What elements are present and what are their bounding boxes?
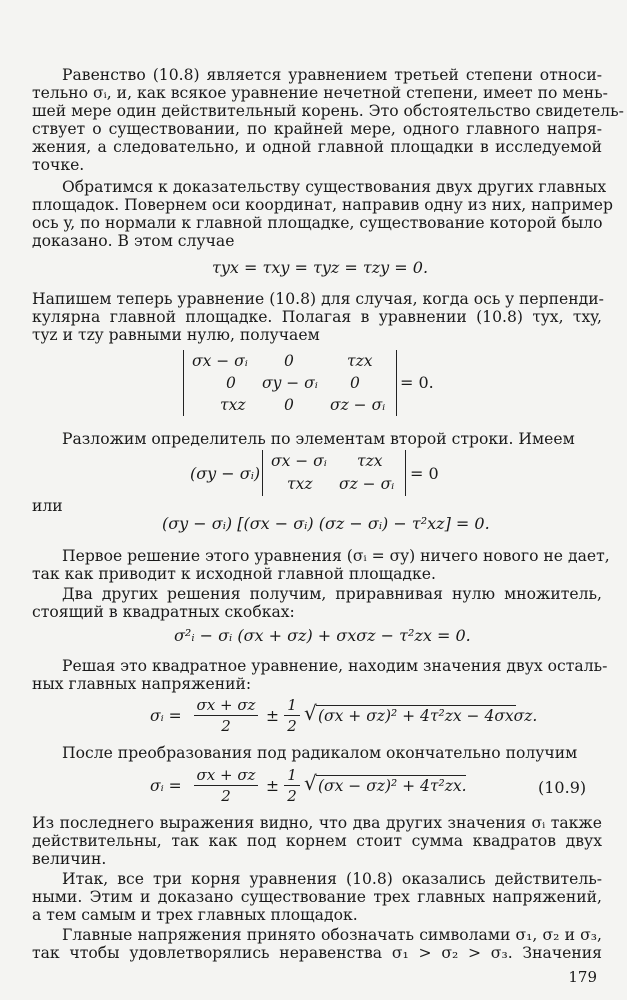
text-line: Обратимся к доказательству существования двух других главных — [62, 178, 607, 196]
text-line: точке. — [32, 156, 85, 174]
det-cell: σz − σᵢ — [339, 475, 395, 493]
fraction-bar — [284, 785, 300, 786]
text-line: Главные напряжения принято обозначать символами σ₁, σ₂ и σ₃, — [62, 926, 602, 944]
text-line: Из последнего выражения видно, что два других значения σᵢ также — [32, 814, 602, 832]
determinant-2x2 — [262, 450, 406, 496]
fraction-denominator: 2 — [221, 787, 231, 805]
text-line: Разложим определитель по элементам второй строки. Имеем — [62, 430, 575, 448]
radicand: (σx − σz)² + 4τ²zx. — [318, 777, 467, 795]
text-line: ных главных напряжений: — [32, 675, 252, 693]
equation-number: (10.9) — [538, 778, 587, 797]
fraction-numerator: σx + σz — [196, 696, 256, 714]
text-line: Напишем теперь уравнение (10.8) для случая, когда ось y перпенди- — [32, 290, 604, 308]
det-cell: 0 — [226, 374, 236, 392]
fraction-numerator: 1 — [287, 696, 297, 714]
equation-prefix: (σy − σᵢ) — [190, 464, 261, 483]
plus-minus: ± — [266, 777, 279, 795]
text-line: кулярна главной площадке. Полагая в уравнении (10.8) τyx, τxy, — [32, 308, 602, 326]
equation-quadratic: σ²ᵢ − σᵢ (σx + σz) + σxσz − τ²zx = 0. — [174, 626, 471, 645]
root-sign: √ — [304, 701, 317, 725]
fraction-denominator: 2 — [287, 717, 297, 735]
fraction-denominator: 2 — [221, 717, 231, 735]
fraction-bar — [284, 715, 300, 716]
text-line: так чтобы удовлетворялись неравенства σ₁ > σ₂ > σ₃. Значения — [32, 944, 602, 962]
determinant-3x3 — [183, 350, 397, 416]
det-cell: σz − σᵢ — [330, 396, 386, 414]
equation-expanded: (σy − σᵢ) [(σx − σᵢ) (σz − σᵢ) − τ²xz] = 0. — [162, 514, 490, 533]
text-line: После преобразования под радикалом окончательно получим — [62, 744, 578, 762]
radicand: (σx + σz)² + 4τ²zx − 4σxσz. — [318, 707, 538, 725]
det-cell: σy − σᵢ — [262, 374, 318, 392]
text-line: Равенство (10.8) является уравнением третьей степени относи- — [62, 66, 602, 84]
text-line: ось y, по нормали к главной площадке, существование которой было — [32, 214, 603, 232]
text-line: стоящий в квадратных скобках: — [32, 603, 295, 621]
radical-bar — [316, 705, 516, 706]
det-cell: 0 — [350, 374, 360, 392]
text-line: тельно σᵢ, и, как всякое уравнение нечетной степени, имеет по мень- — [32, 84, 608, 102]
text-line: так как приводит к исходной главной площадке. — [32, 565, 436, 583]
det-cell: τxz — [287, 475, 313, 493]
text-line: ствует о существовании, по крайней мере, одного главного напря- — [32, 120, 602, 138]
fraction-denominator: 2 — [287, 787, 297, 805]
text-line: Первое решение этого уравнения (σᵢ = σy) ничего нового не дает, — [62, 547, 610, 565]
equation-lhs: σᵢ = — [150, 777, 182, 795]
text-line: шей мере один действительный корень. Это обстоятельство свидетель- — [32, 102, 624, 120]
plus-minus: ± — [266, 707, 279, 725]
text-line: или — [32, 497, 63, 515]
fraction-bar — [194, 715, 258, 716]
text-line: величин. — [32, 850, 107, 868]
page-number: 179 — [568, 968, 597, 986]
equation-roots — [150, 696, 538, 736]
text-line: Решая это квадратное уравнение, находим значения двух осталь- — [62, 657, 608, 675]
text-line: а тем самым и трех главных площадок. — [32, 906, 358, 924]
equation-shear-zero: τyx = τxy = τyz = τzy = 0. — [212, 258, 429, 277]
text-line: Итак, все три корня уравнения (10.8) оказались действитель- — [62, 870, 602, 888]
text-line: площадок. Повернем оси координат, направив одну из них, например — [32, 196, 613, 214]
det-cell: σx − σᵢ — [192, 352, 248, 370]
text-line: Два других решения получим, приравнивая нулю множитель, — [62, 585, 602, 603]
equation-roots-final — [150, 766, 480, 806]
radical-bar — [316, 775, 466, 776]
text-line: τyz и τzy равными нулю, получаем — [32, 326, 320, 344]
fraction-numerator: σx + σz — [196, 766, 256, 784]
det-cell: τzx — [357, 452, 383, 470]
det-cell: 0 — [284, 396, 294, 414]
equation-rhs: = 0. — [400, 373, 434, 392]
text-line: жения, а следовательно, и одной главной площадки в исследуемой — [32, 138, 602, 156]
equation-rhs: = 0 — [410, 464, 439, 483]
fraction-numerator: 1 — [287, 766, 297, 784]
text-line: ными. Этим и доказано существование трех главных напряжений, — [32, 888, 602, 906]
text-line: доказано. В этом случае — [32, 232, 235, 250]
det-cell: 0 — [284, 352, 294, 370]
fraction-bar — [194, 785, 258, 786]
det-cell: τxz — [220, 396, 246, 414]
text-line: действительны, так как под корнем стоит сумма квадратов двух — [32, 832, 602, 850]
det-cell: σx − σᵢ — [271, 452, 327, 470]
det-cell: τzx — [347, 352, 373, 370]
equation-lhs: σᵢ = — [150, 707, 182, 725]
root-sign: √ — [304, 771, 317, 795]
